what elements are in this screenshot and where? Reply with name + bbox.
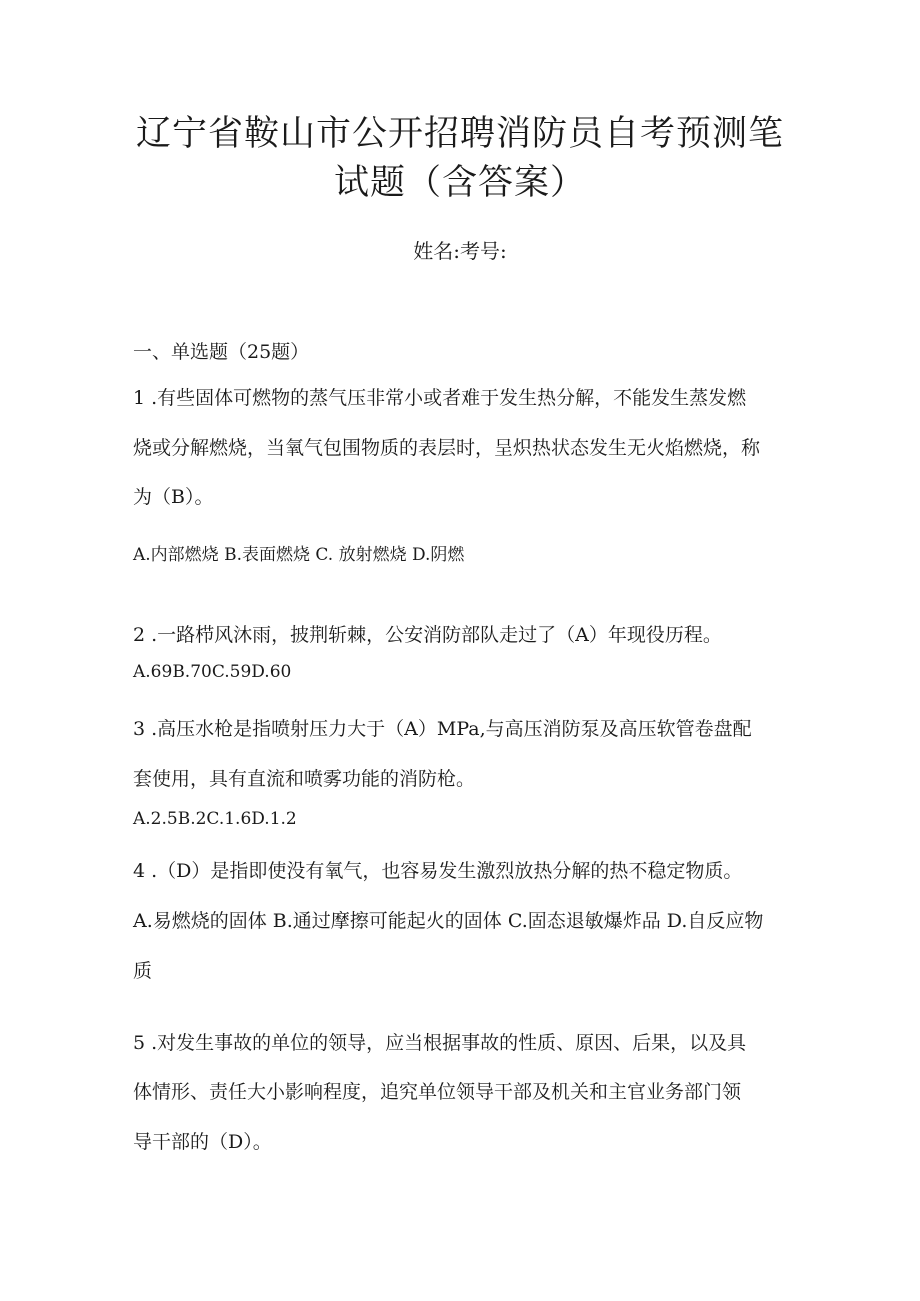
question-2-options: A.69B.70C.59D.60: [133, 662, 292, 682]
question-5-stem-line: 导干部的（D）。: [133, 1131, 272, 1153]
question-3-stem-line: 套使用，具有直流和喷雾功能的消防枪。: [133, 768, 476, 790]
question-3-stem-line: 3 .高压水枪是指喷射压力大于（A）MPa,与高压消防泵及高压软管卷盘配: [133, 718, 752, 740]
question-1-stem-line: 1 .有些固体可燃物的蒸气压非常小或者难于发生热分解，不能发生蒸发燃: [133, 387, 747, 409]
question-4-options: 质: [133, 960, 153, 982]
section-heading: 一、单选题（25题）: [133, 341, 310, 363]
document-title-line-2: 试题（含答案）: [333, 163, 586, 203]
question-1-stem-line: 烧或分解燃烧，当氧气包围物质的表层时，呈炽热状态发生无火焰燃烧，称: [133, 437, 761, 459]
question-2-stem-line: 2 .一路栉风沐雨，披荆斩棘，公安消防部队走过了（A）年现役历程。: [133, 624, 722, 646]
question-4-options: A.易燃烧的固体 B.通过摩擦可能起火的固体 C.固态退敏爆炸品 D.自反应物: [133, 910, 764, 932]
question-5-stem-line: 5 .对发生事故的单位的领导，应当根据事故的性质、原因、后果，以及具: [133, 1032, 747, 1054]
question-5-stem-line: 体情形、责任大小影响程度，追究单位领导干部及机关和主官业务部门领: [133, 1081, 742, 1103]
question-4-stem-line: 4 .（D）是指即使没有氧气，也容易发生激烈放热分解的热不稳定物质。: [133, 860, 743, 882]
question-3-options: A.2.5B.2C.1.6D.1.2: [133, 809, 297, 829]
document-title-line-1: 辽宁省鞍山市公开招聘消防员自考预测笔: [135, 114, 784, 154]
question-1-stem-line: 为（B）。: [133, 486, 214, 508]
name-and-exam-number-field: 姓名:考号:: [413, 239, 507, 263]
question-1-options: A.内部燃烧 B.表面燃烧 C. 放射燃烧 D.阴燃: [133, 545, 465, 565]
